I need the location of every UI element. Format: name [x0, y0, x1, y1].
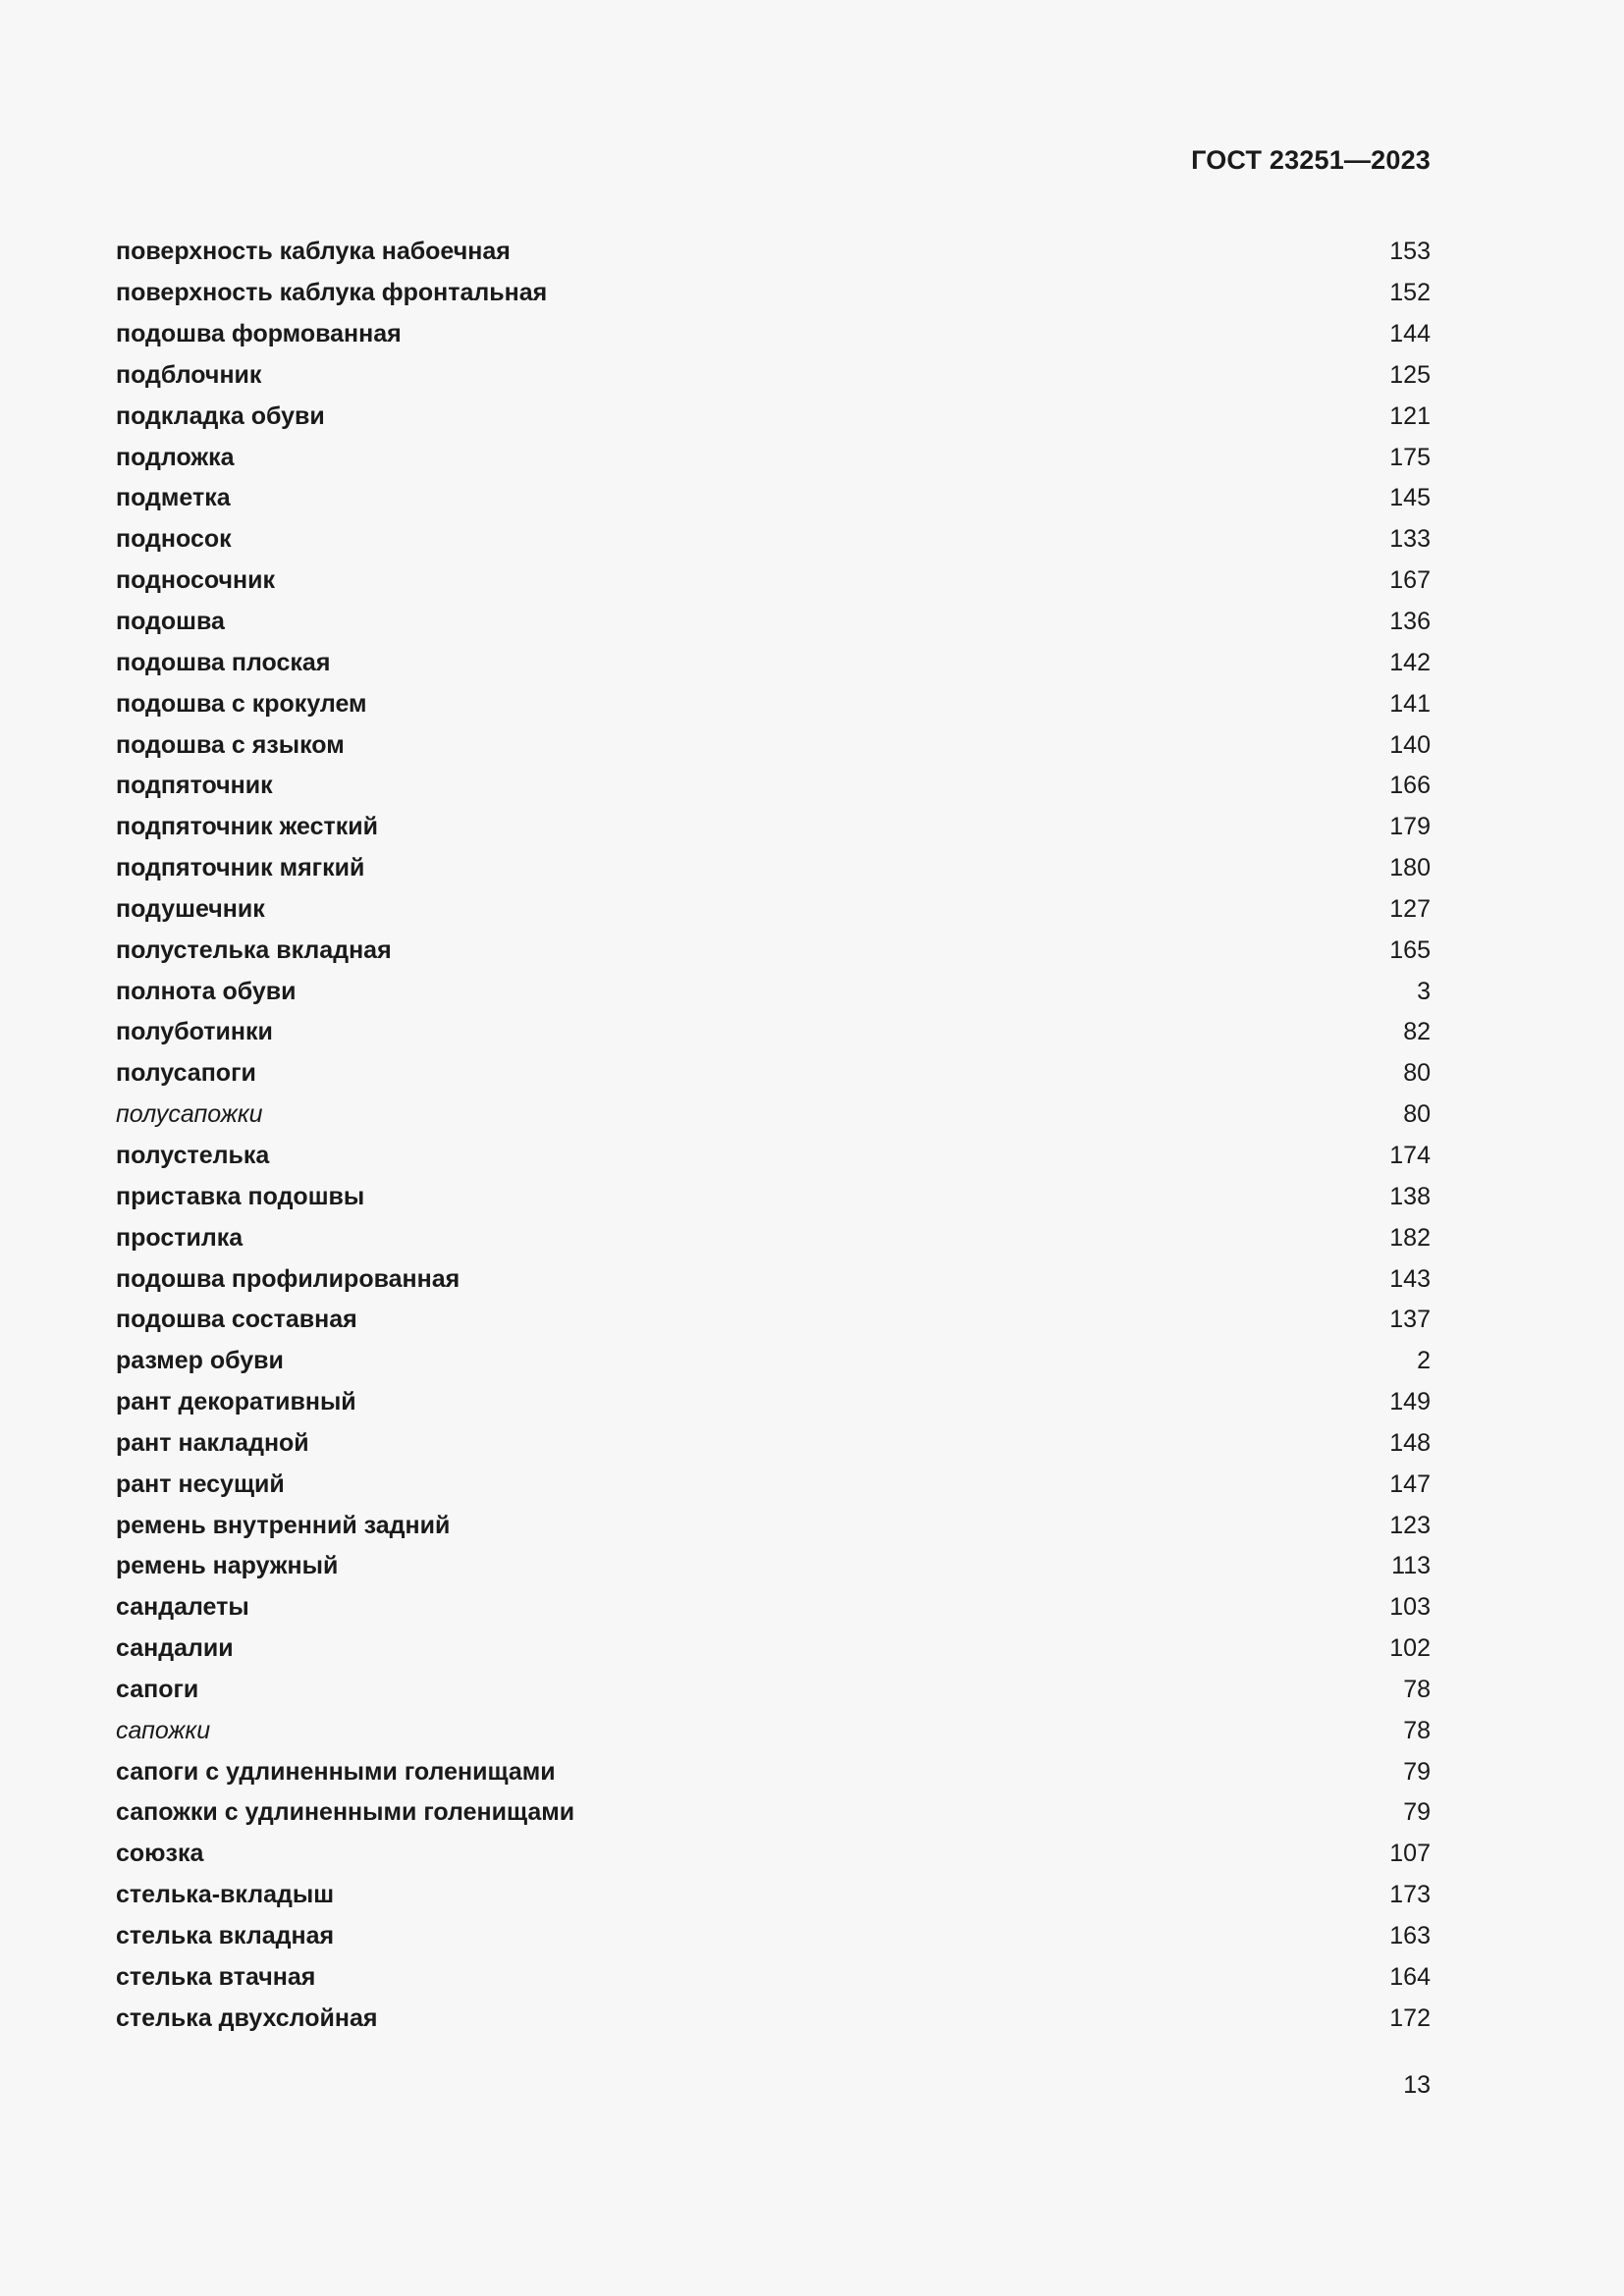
index-term: подошва составная: [116, 1306, 357, 1334]
index-row: [116, 642, 1431, 683]
index-row: [116, 1136, 1431, 1177]
index-number: 107: [1389, 1840, 1431, 1868]
index-term: полустелька вкладная: [116, 935, 392, 964]
index-row: [116, 1505, 1431, 1546]
index-term: простилка: [116, 1223, 244, 1252]
index-term: подпяточник жесткий: [116, 813, 378, 841]
index-row: [116, 1956, 1431, 1998]
index-row: [116, 889, 1431, 931]
index-row: [116, 1916, 1431, 1957]
index-number: 165: [1389, 935, 1431, 964]
index-number: 144: [1389, 320, 1431, 348]
index-number: 141: [1389, 689, 1431, 718]
index-row: [116, 1875, 1431, 1916]
index-row: [116, 478, 1431, 519]
index-term: стелька втачная: [116, 1962, 316, 1991]
index-row: [116, 930, 1431, 971]
index-term: приставка подошвы: [116, 1182, 365, 1210]
index-number: 137: [1389, 1306, 1431, 1334]
index-row: [116, 1792, 1431, 1834]
index-number: 182: [1389, 1223, 1431, 1252]
document-code-header: ГОСТ 23251—2023: [1191, 145, 1431, 175]
index-row: [116, 1053, 1431, 1095]
index-term: сандалии: [116, 1634, 234, 1663]
index-term: подносочник: [116, 566, 275, 595]
index-row: [116, 1670, 1431, 1711]
index-number: 3: [1417, 977, 1431, 1005]
index-term: сапоги: [116, 1675, 199, 1703]
index-number: 175: [1389, 443, 1431, 471]
index-term: подошва формованная: [116, 320, 402, 348]
page-number: 13: [1403, 2071, 1431, 2099]
index-number: 163: [1389, 1922, 1431, 1950]
index-term: поверхность каблука фронтальная: [116, 279, 548, 307]
index-row: [116, 1834, 1431, 1875]
index-number: 172: [1389, 2003, 1431, 2032]
index-term: подошва плоская: [116, 648, 331, 676]
index-number: 174: [1389, 1141, 1431, 1169]
index-number: 166: [1389, 772, 1431, 800]
index-term: ремень наружный: [116, 1552, 339, 1580]
index-term: полусапоги: [116, 1059, 256, 1088]
index-term: подметка: [116, 484, 231, 512]
index-term: подносок: [116, 525, 232, 554]
index-row: [116, 1751, 1431, 1792]
index-row: [116, 1341, 1431, 1382]
index-term: подложка: [116, 443, 235, 471]
index-term: сапожки: [116, 1716, 211, 1744]
index-number: 80: [1403, 1100, 1431, 1129]
index-row: [116, 1258, 1431, 1300]
index-term: сапоги с удлиненными голенищами: [116, 1757, 556, 1786]
index-term: подушечник: [116, 894, 265, 923]
index-number: 153: [1389, 238, 1431, 266]
index-term: полустелька: [116, 1141, 270, 1169]
index-number: 140: [1389, 730, 1431, 759]
index-number: 78: [1403, 1716, 1431, 1744]
index-term: подошва: [116, 608, 225, 636]
index-row: [116, 807, 1431, 848]
index-term: ремень внутренний задний: [116, 1511, 451, 1539]
index-number: 2: [1417, 1347, 1431, 1375]
index-number: 136: [1389, 608, 1431, 636]
index-term: подошва с крокулем: [116, 689, 367, 718]
index-row: [116, 1998, 1431, 2039]
index-row: [116, 1546, 1431, 1587]
index-row: [116, 314, 1431, 355]
index-term: полнота обуви: [116, 977, 297, 1005]
index-number: 79: [1403, 1757, 1431, 1786]
index-row: [116, 1012, 1431, 1053]
index-number: 113: [1391, 1552, 1431, 1580]
index-term: сандалеты: [116, 1593, 249, 1622]
index-row: [116, 724, 1431, 766]
index-row: [116, 848, 1431, 889]
index-row: [116, 766, 1431, 807]
index-number: 149: [1389, 1388, 1431, 1416]
index-row: [116, 1422, 1431, 1464]
index-row: [116, 683, 1431, 724]
index-number: 180: [1389, 854, 1431, 882]
index-number: 167: [1389, 566, 1431, 595]
index-number: 125: [1389, 360, 1431, 389]
index-term: полусапожки: [116, 1100, 263, 1129]
index-number: 123: [1389, 1511, 1431, 1539]
index-number: 164: [1389, 1962, 1431, 1991]
index-row: [116, 1587, 1431, 1629]
index-row: [116, 1300, 1431, 1341]
index-row: [116, 561, 1431, 602]
index-term: подошва с языком: [116, 730, 345, 759]
index-number: 121: [1389, 401, 1431, 430]
index-term: подпяточник: [116, 772, 273, 800]
index-row: [116, 1710, 1431, 1751]
index-row: [116, 519, 1431, 561]
index-term: сапожки с удлиненными голенищами: [116, 1798, 575, 1827]
index-number: 145: [1389, 484, 1431, 512]
index-row: [116, 1176, 1431, 1217]
index-row: [116, 232, 1431, 273]
index-term: подпяточник мягкий: [116, 854, 365, 882]
index-row: [116, 273, 1431, 314]
index-term: рант накладной: [116, 1428, 309, 1457]
index-number: 143: [1389, 1264, 1431, 1293]
index-row: [116, 602, 1431, 643]
index-term: подблочник: [116, 360, 262, 389]
index-term: союзка: [116, 1840, 204, 1868]
index-row: [116, 355, 1431, 397]
index-number: 78: [1403, 1675, 1431, 1703]
index-number: 82: [1403, 1018, 1431, 1046]
index-number: 103: [1389, 1593, 1431, 1622]
index-term: стелька-вкладыш: [116, 1881, 335, 1909]
index-row: [116, 1629, 1431, 1670]
index-term: подошва профилированная: [116, 1264, 460, 1293]
index-number: 173: [1389, 1881, 1431, 1909]
index-term: поверхность каблука набоечная: [116, 238, 511, 266]
index-number: 142: [1389, 648, 1431, 676]
term-index-list: [116, 232, 1431, 2039]
index-number: 127: [1389, 894, 1431, 923]
index-row: [116, 1464, 1431, 1505]
index-term: стелька вкладная: [116, 1922, 335, 1950]
index-number: 133: [1389, 525, 1431, 554]
index-term: подкладка обуви: [116, 401, 325, 430]
index-row: [116, 437, 1431, 478]
index-row: [116, 1382, 1431, 1423]
index-number: 79: [1403, 1798, 1431, 1827]
index-term: стелька двухслойная: [116, 2003, 378, 2032]
index-number: 148: [1389, 1428, 1431, 1457]
index-number: 102: [1389, 1634, 1431, 1663]
index-number: 147: [1389, 1469, 1431, 1498]
index-row: [116, 971, 1431, 1012]
index-number: 152: [1389, 279, 1431, 307]
index-row: [116, 1095, 1431, 1136]
index-term: рант несущий: [116, 1469, 285, 1498]
index-term: размер обуви: [116, 1347, 284, 1375]
index-term: полуботинки: [116, 1018, 273, 1046]
index-number: 179: [1389, 813, 1431, 841]
index-number: 138: [1389, 1182, 1431, 1210]
index-number: 80: [1403, 1059, 1431, 1088]
index-term: рант декоративный: [116, 1388, 356, 1416]
index-row: [116, 396, 1431, 437]
index-row: [116, 1217, 1431, 1258]
